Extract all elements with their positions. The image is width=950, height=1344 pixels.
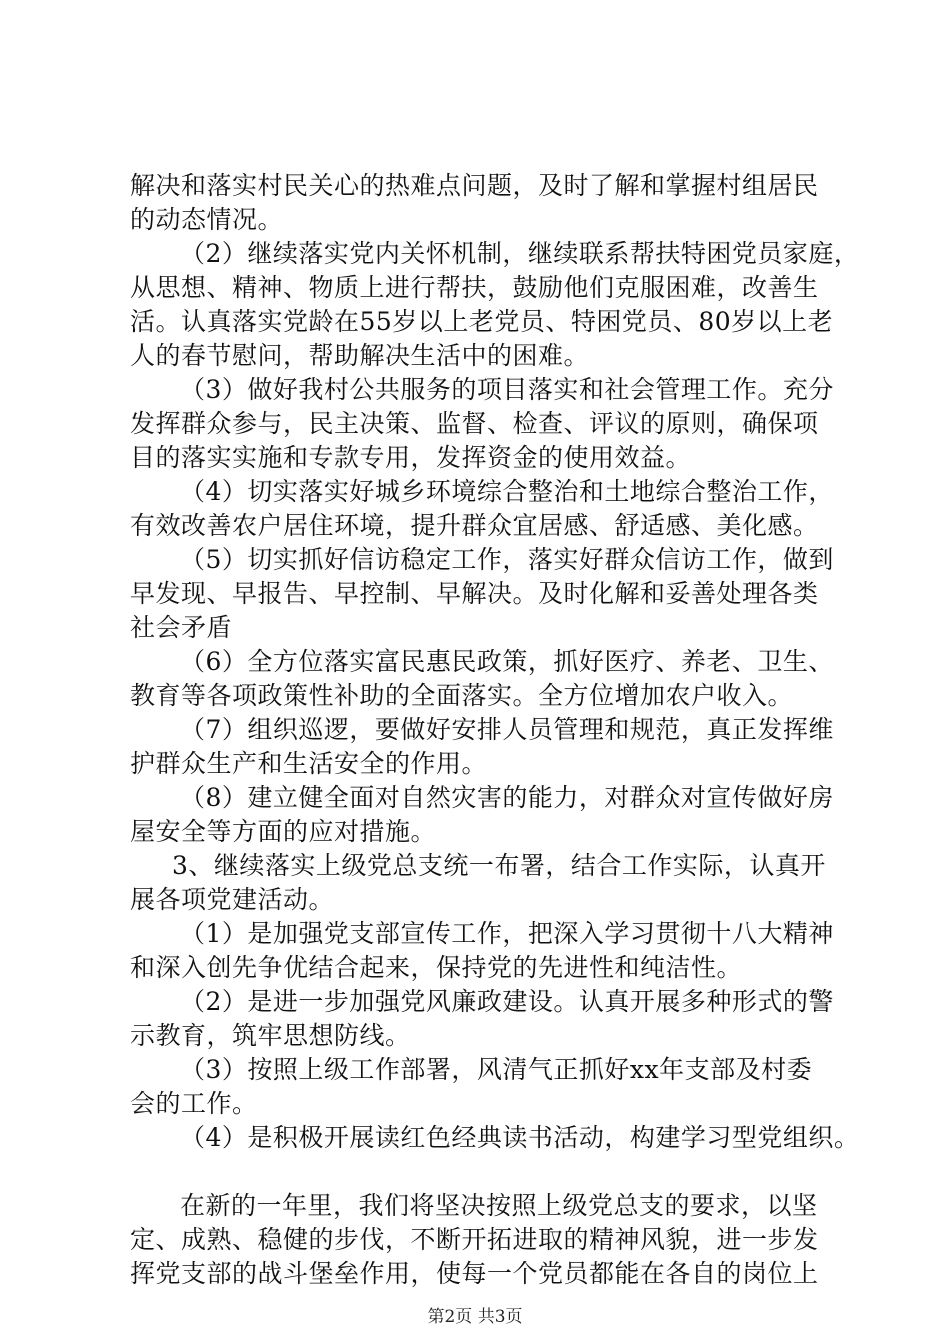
text-line: （2）是进一步加强党风廉政建设。认真开展多种形式的警 xyxy=(180,987,834,1016)
text-line: （4）是积极开展读红色经典读书活动，构建学习型党组织。 xyxy=(180,1123,860,1152)
text-line: 会的工作。 xyxy=(130,1089,258,1118)
text-line: 早发现、早报告、早控制、早解决。及时化解和妥善处理各类 xyxy=(130,579,819,608)
text-line: 挥党支部的战斗堡垒作用，使每一个党员都能在各自的岗位上 xyxy=(130,1259,819,1288)
text-line: 解决和落实村民关心的热难点问题，及时了解和掌握村组居民 xyxy=(130,171,819,200)
text-line: （8）建立健全面对自然灾害的能力，对群众对宣传做好房 xyxy=(180,783,834,812)
text-line: 有效改善农户居住环境，提升群众宜居感、舒适感、美化感。 xyxy=(130,511,819,540)
text-line: 在新的一年里，我们将坚决按照上级党总支的要求，以坚 xyxy=(180,1191,818,1220)
text-line: 从思想、精神、物质上进行帮扶，鼓励他们克服困难，改善生 xyxy=(130,273,819,302)
text-line: （3）按照上级工作部署，风清气正抓好xx年支部及村委 xyxy=(180,1055,813,1084)
text-line: 展各项党建活动。 xyxy=(130,885,335,914)
text-line: （1）是加强党支部宣传工作，把深入学习贯彻十八大精神 xyxy=(180,919,834,948)
text-line: 发挥群众参与，民主决策、监督、检查、评议的原则，确保项 xyxy=(130,409,819,438)
page-footer: 第2页 共3页 xyxy=(427,1307,523,1327)
text-line: （5）切实抓好信访稳定工作，落实好群众信访工作，做到 xyxy=(180,545,834,574)
text-line: 目的落实实施和专款专用，发挥资金的使用效益。 xyxy=(130,443,692,472)
text-line: 护群众生产和生活安全的作用。 xyxy=(130,749,488,778)
text-line: （7）组织巡逻，要做好安排人员管理和规范，真正发挥维 xyxy=(180,715,834,744)
text-line: 示教育，筑牢思想防线。 xyxy=(130,1021,411,1050)
text-line: 定、成熟、稳健的步伐，不断开拓进取的精神风貌，进一步发 xyxy=(130,1225,819,1254)
text-line: 3、继续落实上级党总支统一布署，结合工作实际，认真开 xyxy=(172,851,826,880)
text-line: 人的春节慰问，帮助解决生活中的困难。 xyxy=(130,341,590,370)
text-line: 屋安全等方面的应对措施。 xyxy=(130,817,437,846)
text-line: （6）全方位落实富民惠民政策，抓好医疗、养老、卫生、 xyxy=(180,647,834,676)
text-line: （2）继续落实党内关怀机制，继续联系帮扶特困党员家庭， xyxy=(180,239,860,268)
text-line: （3）做好我村公共服务的项目落实和社会管理工作。充分 xyxy=(180,375,834,404)
text-line: （4）切实落实好城乡环境综合整治和土地综合整治工作， xyxy=(180,477,834,506)
text-line: 社会矛盾 xyxy=(130,613,233,642)
text-line: 教育等各项政策性补助的全面落实。全方位增加农户收入。 xyxy=(130,681,794,710)
text-line: 活。认真落实党龄在55岁以上老党员、特困党员、80岁以上老 xyxy=(130,307,834,336)
text-line: 和深入创先争优结合起来，保持党的先进性和纯洁性。 xyxy=(130,953,743,982)
text-line: 的动态情况。 xyxy=(130,205,284,234)
